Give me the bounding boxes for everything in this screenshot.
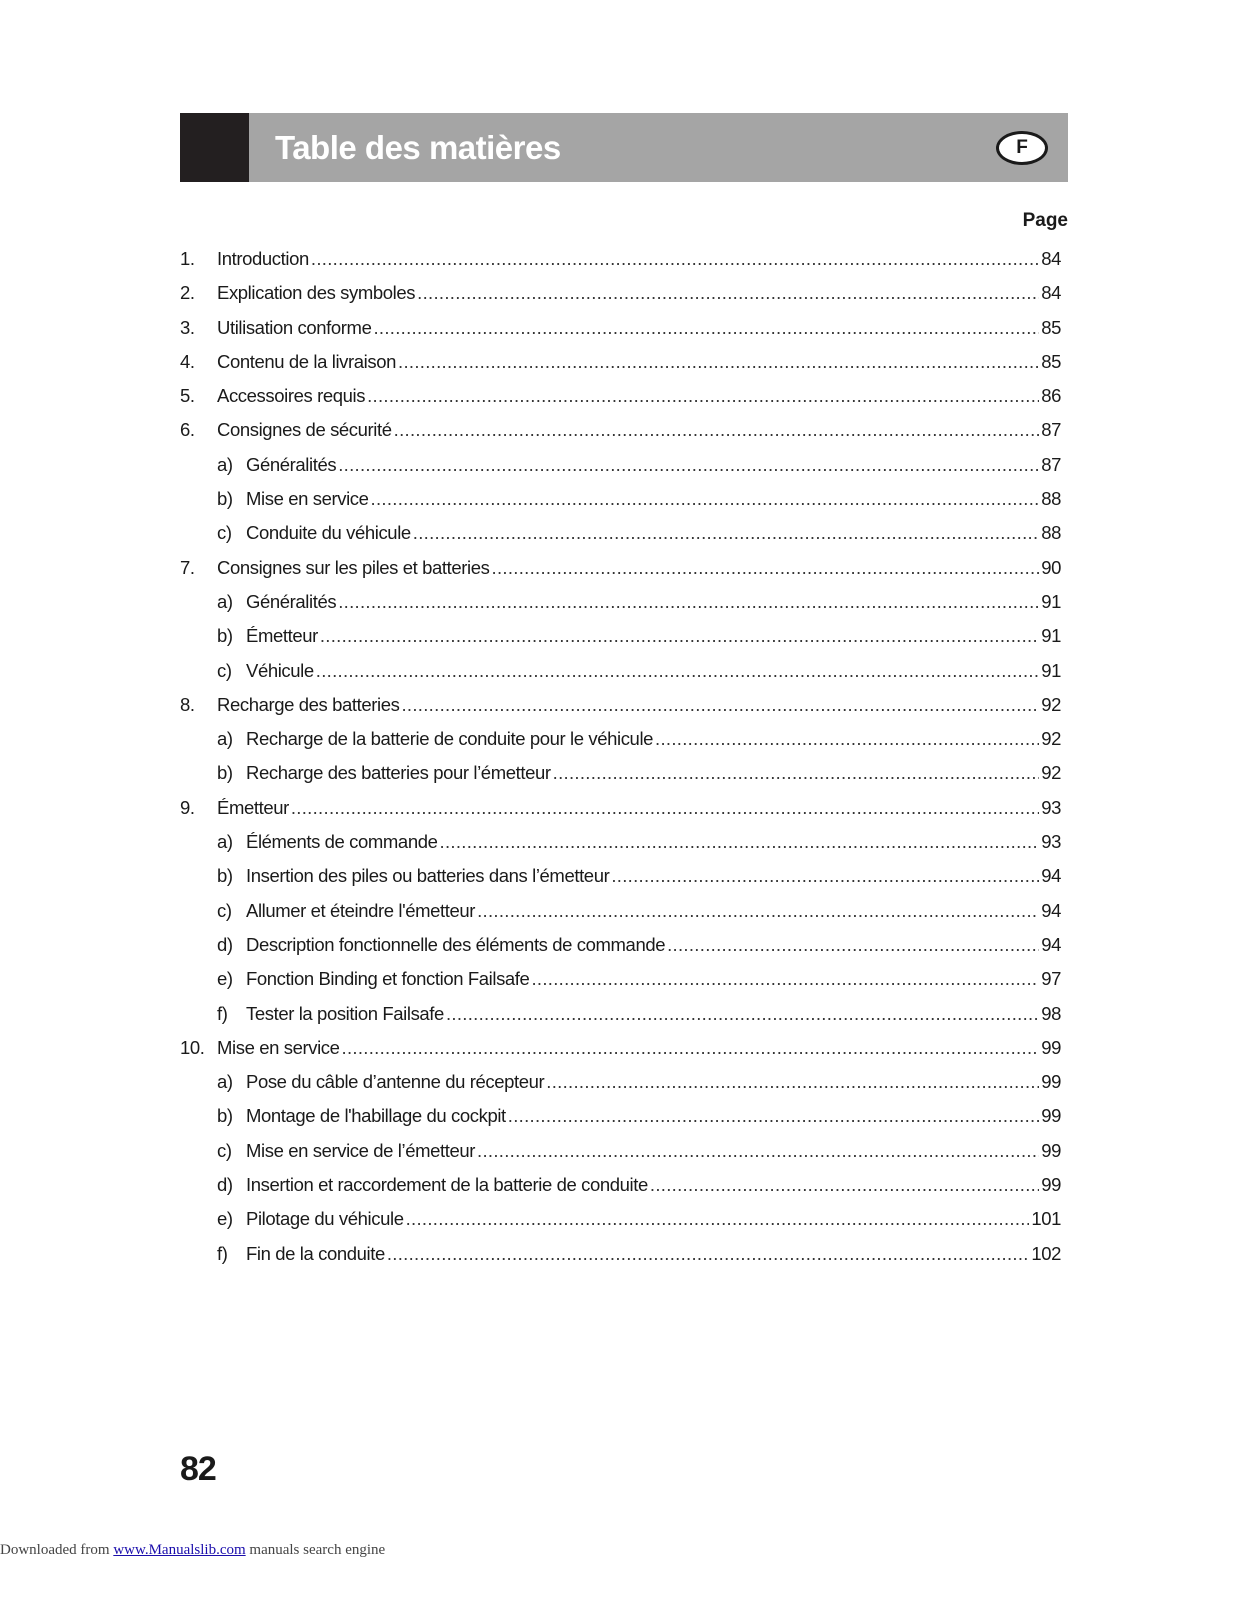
toc-entry-number: 7. xyxy=(180,556,195,578)
toc-entry-number: 6. xyxy=(180,419,195,441)
toc-entry[interactable] xyxy=(180,1031,1061,1065)
toc-entry-page: 85 xyxy=(1041,350,1061,372)
toc-entry[interactable] xyxy=(180,311,1061,345)
toc-entry-page: 99 xyxy=(1041,1105,1061,1127)
toc-dot-leader xyxy=(440,825,1040,859)
toc-dot-leader xyxy=(401,688,1039,722)
toc-entry[interactable] xyxy=(180,722,1061,756)
page-column-label: Page xyxy=(1022,210,1068,231)
toc-dot-leader xyxy=(667,928,1039,962)
footer-link[interactable]: www.Manualslib.com xyxy=(113,1542,246,1558)
toc-entry-letter: d) xyxy=(217,1174,233,1196)
toc-entry-title: Explication des symboles xyxy=(217,282,416,304)
toc-entry-page: 102 xyxy=(1031,1242,1061,1264)
toc-entry-title: Pose du câble d’antenne du récepteur xyxy=(246,1071,545,1093)
toc-entry-number: 10. xyxy=(180,1036,205,1058)
toc-dot-leader xyxy=(373,311,1039,345)
toc-entry-letter: c) xyxy=(217,659,232,681)
toc-entry[interactable] xyxy=(180,448,1061,482)
toc-entry-page: 86 xyxy=(1041,385,1061,407)
toc-entry-number: 4. xyxy=(180,350,195,372)
footer xyxy=(0,1542,385,1559)
toc-dot-leader xyxy=(371,482,1040,516)
language-badge: F xyxy=(996,131,1048,165)
toc-entry-page: 84 xyxy=(1041,282,1061,304)
toc-entry[interactable] xyxy=(180,516,1061,550)
toc-entry-title: Mise en service xyxy=(246,488,369,510)
toc-entry-page: 99 xyxy=(1041,1174,1061,1196)
toc-dot-leader xyxy=(338,448,1039,482)
toc-entry-title: Émetteur xyxy=(246,625,318,647)
toc-dot-leader xyxy=(394,413,1040,447)
toc-entry-page: 94 xyxy=(1041,865,1061,887)
toc-entry[interactable] xyxy=(180,242,1061,276)
toc-entry-number: 8. xyxy=(180,693,195,715)
toc-entry-page: 85 xyxy=(1041,316,1061,338)
toc-dot-leader xyxy=(650,1168,1039,1202)
footer-suffix: manuals search engine xyxy=(245,1542,386,1558)
toc-dot-leader xyxy=(553,756,1040,790)
toc-entry[interactable] xyxy=(180,379,1061,413)
toc-dot-leader xyxy=(320,619,1039,653)
footer-prefix: Downloaded from xyxy=(0,1542,114,1558)
toc-entry-page: 92 xyxy=(1041,728,1061,750)
toc-entry-page: 94 xyxy=(1041,899,1061,921)
toc-dot-leader xyxy=(387,1237,1029,1271)
toc-entry-title: Recharge des batteries xyxy=(217,693,400,715)
toc-entry-page: 99 xyxy=(1041,1036,1061,1058)
toc-entry[interactable] xyxy=(180,1202,1061,1236)
toc-entry[interactable] xyxy=(180,962,1061,996)
toc-dot-leader xyxy=(413,516,1039,550)
toc-dot-leader xyxy=(531,962,1039,996)
toc-entry-page: 90 xyxy=(1041,556,1061,578)
toc-dot-leader xyxy=(508,1099,1039,1133)
toc-entry-page: 87 xyxy=(1041,419,1061,441)
toc-entry[interactable] xyxy=(180,654,1061,688)
toc-entry-page: 92 xyxy=(1041,762,1061,784)
toc-dot-leader xyxy=(492,551,1040,585)
toc-entry-page: 88 xyxy=(1041,488,1061,510)
toc-entry[interactable] xyxy=(180,825,1061,859)
toc-entry[interactable] xyxy=(180,413,1061,447)
toc-entry[interactable] xyxy=(180,619,1061,653)
toc-dot-leader xyxy=(342,1031,1040,1065)
toc-entry[interactable] xyxy=(180,482,1061,516)
toc-entry-number: 3. xyxy=(180,316,195,338)
toc-entry-letter: a) xyxy=(217,831,233,853)
header-dark-block xyxy=(180,113,249,182)
toc-entry[interactable] xyxy=(180,756,1061,790)
toc-entry[interactable] xyxy=(180,585,1061,619)
toc-entry-letter: b) xyxy=(217,625,233,647)
toc-dot-leader xyxy=(655,722,1039,756)
toc-entry-page: 91 xyxy=(1041,659,1061,681)
toc-entry-letter: b) xyxy=(217,762,233,784)
toc-entry-page: 101 xyxy=(1031,1208,1061,1230)
toc-entry-page: 93 xyxy=(1041,831,1061,853)
toc-entry-title: Mise en service de l’émetteur xyxy=(246,1139,475,1161)
toc-dot-leader xyxy=(446,997,1039,1031)
toc-entry-title: Description fonctionnelle des éléments de commande xyxy=(246,933,666,955)
toc-entry-title: Généralités xyxy=(246,590,337,612)
toc-entry-title: Montage de l'habillage du cockpit xyxy=(246,1105,506,1127)
toc-entry-page: 92 xyxy=(1041,693,1061,715)
header-bar xyxy=(180,113,1068,182)
toc-entry-number: 1. xyxy=(180,248,195,269)
toc-entry-letter: e) xyxy=(217,968,233,990)
toc-entry-letter: a) xyxy=(217,453,233,475)
toc-dot-leader xyxy=(417,276,1039,310)
toc-entry-letter: b) xyxy=(217,488,233,510)
toc-entry-letter: b) xyxy=(217,865,233,887)
toc-entry[interactable] xyxy=(180,859,1061,893)
toc-entry[interactable] xyxy=(180,791,1061,825)
toc-entry[interactable] xyxy=(180,1099,1061,1133)
toc-entry-page: 99 xyxy=(1041,1139,1061,1161)
toc-entry-number: 9. xyxy=(180,796,195,818)
toc-entry-page: 99 xyxy=(1041,1071,1061,1093)
toc-entry-title: Fin de la conduite xyxy=(246,1242,385,1264)
toc-entry-title: Émetteur xyxy=(217,796,289,818)
toc-dot-leader xyxy=(406,1202,1030,1236)
toc-entry-title: Généralités xyxy=(246,453,337,475)
toc-entry-page: 93 xyxy=(1041,796,1061,818)
toc-entry-letter: f) xyxy=(217,1002,228,1024)
toc-entry-number: 5. xyxy=(180,385,195,407)
toc-entry-letter: a) xyxy=(217,590,233,612)
toc-dot-leader xyxy=(338,585,1039,619)
toc-entry-letter: b) xyxy=(217,1105,233,1127)
toc-entry-letter: d) xyxy=(217,933,233,955)
toc-entry-page: 88 xyxy=(1041,522,1061,544)
toc-entry-title: Fonction Binding et fonction Failsafe xyxy=(246,968,530,990)
toc-entry[interactable] xyxy=(180,1134,1061,1168)
toc-entry-title: Véhicule xyxy=(246,659,314,681)
toc-entry-title: Insertion des piles ou batteries dans l’émetteur xyxy=(246,865,610,887)
toc-entry-title: Mise en service xyxy=(217,1036,340,1058)
toc-entry-page: 84 xyxy=(1041,248,1061,269)
toc-entry-title: Conduite du véhicule xyxy=(246,522,411,544)
toc-entry[interactable] xyxy=(180,345,1061,379)
toc-entry[interactable] xyxy=(180,1168,1061,1202)
table-of-contents xyxy=(180,242,1061,1271)
toc-entry-page: 98 xyxy=(1041,1002,1061,1024)
toc-dot-leader xyxy=(477,894,1039,928)
toc-entry-title: Tester la position Failsafe xyxy=(246,1002,444,1024)
toc-entry-page: 94 xyxy=(1041,933,1061,955)
toc-dot-leader xyxy=(291,791,1039,825)
toc-entry-title: Utilisation conforme xyxy=(217,316,372,338)
toc-entry-title: Recharge des batteries pour l’émetteur xyxy=(246,762,551,784)
toc-entry-page: 97 xyxy=(1041,968,1061,990)
toc-dot-leader xyxy=(398,345,1039,379)
toc-dot-leader xyxy=(311,242,1039,276)
toc-entry-title: Consignes sur les piles et batteries xyxy=(217,556,490,578)
toc-entry-title: Allumer et éteindre l'émetteur xyxy=(246,899,476,921)
toc-entry-letter: c) xyxy=(217,899,232,921)
toc-entry-title: Pilotage du véhicule xyxy=(246,1208,404,1230)
toc-entry[interactable] xyxy=(180,1237,1061,1271)
toc-entry-title: Insertion et raccordement de la batterie de conduite xyxy=(246,1174,648,1196)
toc-entry-title: Introduction xyxy=(217,248,309,269)
toc-entry[interactable] xyxy=(180,1065,1061,1099)
toc-entry-title: Contenu de la livraison xyxy=(217,350,396,372)
page-number: 82 xyxy=(180,1450,216,1488)
toc-dot-leader xyxy=(546,1065,1039,1099)
page-title: Table des matières xyxy=(275,129,561,166)
toc-entry-title: Accessoires requis xyxy=(217,385,366,407)
toc-entry-letter: e) xyxy=(217,1208,233,1230)
toc-dot-leader xyxy=(367,379,1039,413)
toc-entry-title: Recharge de la batterie de conduite pour le véhicule xyxy=(246,728,654,750)
toc-entry-letter: a) xyxy=(217,1071,233,1093)
toc-dot-leader xyxy=(316,654,1039,688)
toc-dot-leader xyxy=(477,1134,1039,1168)
toc-entry-number: 2. xyxy=(180,282,195,304)
toc-entry[interactable] xyxy=(180,688,1061,722)
toc-entry-page: 91 xyxy=(1041,590,1061,612)
toc-entry-letter: c) xyxy=(217,522,232,544)
toc-entry[interactable] xyxy=(180,551,1061,585)
toc-entry[interactable] xyxy=(180,928,1061,962)
toc-entry-letter: c) xyxy=(217,1139,232,1161)
toc-entry-page: 87 xyxy=(1041,453,1061,475)
toc-entry[interactable] xyxy=(180,894,1061,928)
toc-entry-page: 91 xyxy=(1041,625,1061,647)
toc-entry-title: Consignes de sécurité xyxy=(217,419,392,441)
toc-entry-letter: a) xyxy=(217,728,233,750)
toc-entry-letter: f) xyxy=(217,1242,228,1264)
toc-entry[interactable] xyxy=(180,276,1061,310)
toc-dot-leader xyxy=(611,859,1039,893)
toc-entry[interactable] xyxy=(180,997,1061,1031)
toc-entry-title: Éléments de commande xyxy=(246,831,438,853)
